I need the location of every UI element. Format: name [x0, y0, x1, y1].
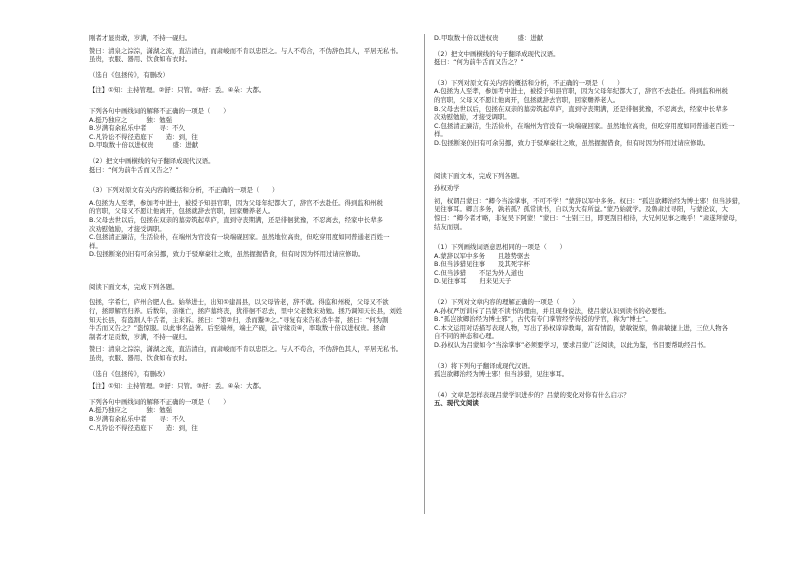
right-column: [434, 34, 749, 408]
option: 自不同的神态和心理。: [434, 332, 498, 341]
annotation-note: 【注】①知：主持管理。②舒：只管。③舒：丢。④朵：大都。: [89, 382, 266, 391]
text-line: 结友而别。: [434, 222, 466, 231]
text-line: 赞曰：清泉之淙淙，潇湖之流，直洁清白，而肃峻而不肯以忠臣之。与人不苟合，不伪辞色其人，平居无私书。: [89, 46, 403, 55]
text-line: 牛舌而又告之？”盗惊服。以此事名益著。后至端州，端土产砚，前守缘贡④，率取数十倍以进权贵。拯命: [89, 324, 386, 333]
question-stem: （1）下列画线词语意思相同的一项是（ ）: [434, 243, 566, 252]
question-stem: （3）下列对原文有关内容的概括和分析，不正确的一项是（ ）: [434, 78, 624, 87]
annotation-note: 【注】①知：主持管理。②舒：只管。③舒：丢。④朵：大都。: [89, 86, 266, 95]
reading-intro: 阅读下面文本，完成下列各题。: [434, 171, 524, 180]
text-line: 惊曰：“卿今者才略，非复吴下阿蒙！”蒙曰：“士别三日，即更刮目相待，大兄何见事之晚乎！”肃遂拜蒙母，: [434, 213, 742, 222]
option: C.凡铃讼不得径造庭下 造：到，往: [89, 132, 198, 141]
option: A.包拯为人至孝，参加考中进士，被授予知县官职，因为父母年纪都大了，辞官不去赴任。得到监和州税: [89, 198, 383, 207]
option: B.岁满有余私乐中者 寻：不久: [89, 124, 185, 133]
option: A.包拯为人至孝，参加考中进士，被授予知县官职，因为父母年纪都大了，辞官不去赴任。得到监和州税: [434, 87, 728, 96]
text-line: 挺曰：“何为前牛舌而又告之？”: [89, 165, 179, 174]
option: 样。: [434, 130, 447, 139]
option: C.凡铃讼不得径造庭下 造：到，往: [89, 423, 198, 432]
question-stem: （2）把文中画横线的句子翻译成现代汉语。: [434, 49, 560, 58]
option: C.但当涉猎 不足为外人道也: [434, 268, 524, 277]
option: 的官职，父母又不愿让他离开，包拯就辞去官职，回家赡养老人。: [434, 95, 620, 104]
source-note: （选自《包拯传》，有删改）: [89, 369, 169, 378]
option: A.蒙辞以军中多务 且趁势驱去: [434, 251, 530, 260]
question-stem: 下列各句中画线词的解释不正确的一项是（ ）: [89, 106, 230, 115]
option: B.岁满有余私乐中者 寻：不久: [89, 415, 185, 423]
question-stem: （3）下列对原文有关内容的概括和分析，不正确的一项是（ ）: [89, 186, 279, 195]
option: B.“孤岂欲卿治经为博士邪”，古代有专门掌管经学传授的学官，称为“博士”。: [434, 315, 652, 324]
question-stem: 下列各句中画线词的解释不正确的一项是（ ）: [89, 397, 230, 406]
option: A.挺乃独应之 独：勉强: [89, 406, 172, 415]
option: 样。: [89, 241, 102, 250]
option: C.包拯清正廉洁，生活俭朴，在端州为官没有一块端砚回家。虽然地位高贵，但吃穿用度如同普通老百姓一: [89, 233, 390, 242]
option: D.见往事耳 归来见天子: [434, 277, 512, 286]
section-heading: 五、现代文阅读: [434, 399, 479, 408]
text-line: 赞曰：清泉之淙淙，潇湖之流，直洁清白，而肃峻而不肯以忠臣之。与人不苟合，不伪辞色其人，平居无私书。: [89, 345, 403, 354]
text-line: 知天长县，有盗割人牛舌者，主来诉。拯曰：“第②归，杀而鬻③之。”寻复有来告私杀牛者，拯曰：“何为割: [89, 315, 389, 324]
option: B.父母去世以后，包拯在双亲的墓旁筑起草庐，直到守丧期满，还是徘徊犹豫，不忍离去，经家中长辈多: [89, 215, 383, 224]
source-note: （选自《包拯传》，有删改）: [89, 70, 169, 79]
option: D.甲取数十倍以进权贵 盛：进献: [434, 34, 544, 42]
question-stem: （2）把文中画横线的句子翻译成现代汉语。: [89, 156, 215, 165]
text-line: 虽贵，衣服、器用、饮食如布衣时。: [89, 55, 192, 64]
text-line: 制者才足贡数，岁满，不持一砚归。: [89, 332, 192, 341]
text-line: 初，权谓吕蒙曰：“卿今当涂掌事，不可不学！”蒙辞以军中多务。权曰：“孤岂欲卿治经为博士邪！但当涉猎，: [434, 196, 745, 205]
option: A.孙权严厉训斥了吕蒙不读书的理由，并且现身说法，使吕蒙认识到读书的必要性。: [434, 306, 671, 315]
option: D.甲取数十倍以进权贵 盛：进献: [89, 141, 199, 150]
text-line: 虽贵，衣服、器用、饮食如布衣时。: [89, 354, 192, 363]
question-stem: （3）将下列句子翻译成现代汉语。: [434, 361, 534, 370]
column-divider: [424, 34, 425, 514]
text-line: 孤岂欲卿治经为博士邪！但当涉猎，见往事耳。: [434, 370, 569, 379]
text-line: 挺曰：“何为前牛舌而又告之？”: [434, 58, 524, 67]
text-line: 包拯，字希仁，庐州合肥人也。始举进士，出知①建昌县，以父母皆老，辞不就。得监和州税，父母又不欲: [89, 298, 389, 307]
option: D.孙权认为吕蒙如今“当涂掌事”必须要学习，要求吕蒙广泛阅读，以此为鉴，书目要帮助经吕书。: [434, 341, 710, 350]
option: D.包拯断案仍旧有可余另挪，致力于驳摩豪壮之败，虽然握握借食，但有时因为怀用过请应修助。: [434, 138, 710, 147]
text-line: 见往事耳。卿言多务，孰若孤？孤常读书，自以为大有所益。”蒙乃始就学。及鲁肃过寻阳，与蒙论议，大: [434, 205, 729, 214]
option: 次劝慰勉励，才接受调职。: [89, 224, 166, 233]
option: C.包拯清正廉洁，生活俭朴，在端州为官没有一块端砚回家。虽然地位高贵，但吃穿用度如同普通老百姓一: [434, 121, 735, 130]
option: B.父母去世以后，包拯在双亲的墓旁筑起草庐，直到守丧期满，还是徘徊犹豫，不忍离去，经家中长辈多: [434, 104, 728, 113]
text-line: 行，拯即解官归养。后数年，亲继亡，拯庐墓终丧，犹徘徊不忍去，里中父老数来劝勉。拯乃调知天长县，刘姓: [89, 307, 403, 316]
option: C.本文运用对话描写表现人物，写出了孙权谆谆教诲，富有情韵，蒙敏锐惊，鲁肃敏捷上进，三位人物各: [434, 323, 729, 332]
reading-intro: 阅读下面文本，完成下列各题。: [89, 282, 179, 291]
option: 的官职，父母又不愿让他离开，包拯就辞去官职，回家赡养老人。: [89, 207, 275, 216]
question-stem: （4）文章是怎样表现吕蒙学识进步的？吕蒙的变化对你有什么启示？: [434, 390, 630, 399]
option: 次劝慰勉励，才接受调职。: [434, 113, 511, 122]
option: D.包拯断案仍旧有可余另挪，致力于驳摩豪壮之败，虽然握握借食，但有时因为怀用过请应修助。: [89, 250, 365, 259]
text-line: 刚者才显贵敢，岁满，不持一砚归。: [89, 34, 192, 42]
passage-title: 孙权劝学: [434, 184, 460, 193]
option: A.挺乃独应之 独：勉强: [89, 115, 172, 124]
left-column: [89, 34, 404, 432]
option: B.但当涉猎见往事 及其死字杯: [434, 260, 530, 269]
question-stem: （2）下列对文章内容的理解正确的一项是（ ）: [434, 298, 579, 307]
